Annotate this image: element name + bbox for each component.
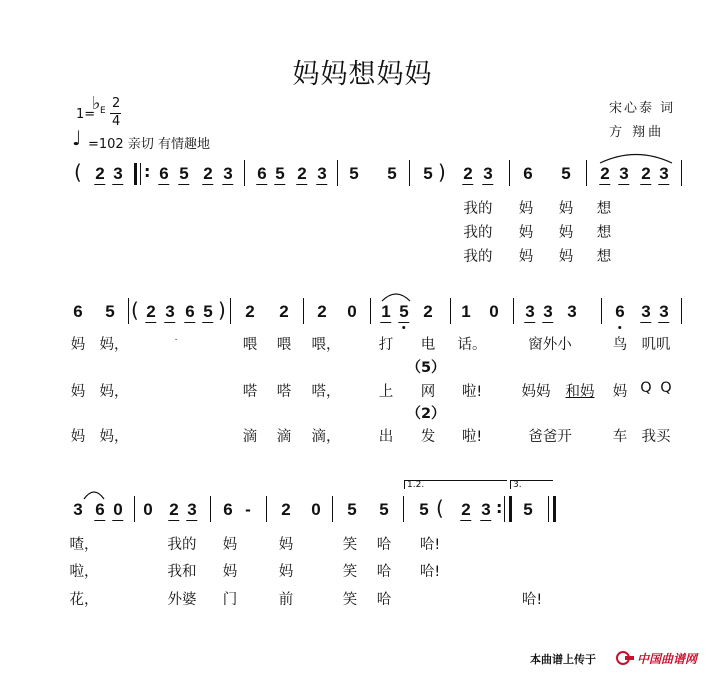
lyric-syllable: 喂: [242, 337, 258, 353]
lyric-syllable: Q: [640, 380, 652, 396]
note: 5: [419, 500, 429, 519]
note: 0: [143, 500, 153, 519]
barline: [370, 298, 371, 324]
note: 3: [481, 500, 491, 519]
lyric-syllable: 妈: [278, 564, 294, 580]
note: 1: [461, 302, 471, 321]
lyric-syllable: Q: [660, 380, 672, 396]
lyric-syllable: 妈，: [99, 337, 129, 353]
slur-mark: [598, 150, 674, 164]
lyric-syllable: 滴: [276, 429, 292, 445]
lyric-syllable: 妈: [518, 249, 534, 265]
lyric-syllable: 滴，: [311, 429, 341, 445]
barline: [513, 298, 514, 324]
slur-mark: [380, 290, 412, 302]
lyric-syllable: 上: [378, 384, 394, 400]
lyric-syllable: 哈!: [521, 592, 543, 608]
repeat-end-thin: [504, 496, 505, 522]
site-logo-icon: [616, 650, 634, 664]
note: 2: [317, 302, 327, 321]
final-barline-thin: [548, 496, 549, 522]
lyric-syllable: 我的: [463, 225, 493, 241]
lyric-syllable: 想: [596, 201, 612, 217]
lyric-syllable: 哈!: [419, 564, 441, 580]
note: 2: [461, 500, 471, 519]
lyric-syllable: 妈: [558, 225, 574, 241]
note: 5: [423, 164, 433, 183]
lyric-syllable: 和妈: [565, 384, 595, 400]
numbered-note-mark: （5）: [406, 360, 446, 376]
tempo-marking: =102 亲切 有情趣地: [88, 137, 210, 152]
note: -: [245, 500, 251, 519]
lyricist-credit: 宋心泰 词: [609, 101, 676, 116]
lyric-syllable: 嗒，: [311, 384, 341, 400]
lyric-syllable: 啦!: [461, 429, 483, 445]
lyric-syllable: 妈: [222, 537, 238, 553]
barline: [509, 160, 510, 186]
note: 0: [489, 302, 499, 321]
final-barline-thick: [553, 496, 556, 522]
lyric-syllable: 出: [378, 429, 394, 445]
repeat-start-thick: [134, 163, 137, 185]
lyric-syllable: 妈，: [99, 384, 129, 400]
paren-open: (: [131, 298, 139, 322]
note: 6: [73, 302, 83, 321]
slur-mark: [82, 488, 106, 500]
lyric-syllable: 网: [420, 384, 436, 400]
note: 5: [105, 302, 115, 321]
barline: [332, 496, 333, 522]
repeat-dots: :: [144, 162, 151, 181]
note: 2: [423, 302, 433, 321]
note: 3: [659, 302, 669, 321]
note: 6: [615, 302, 625, 321]
lyric-syllable: 鸟: [612, 337, 628, 353]
lyric-syllable: 喂: [276, 337, 292, 353]
note: 0: [311, 500, 321, 519]
note: 6: [159, 164, 169, 183]
lyric-syllable: 笑: [342, 537, 358, 553]
time-signature-top: 2: [112, 96, 121, 111]
volta-label: 1.2.: [407, 480, 425, 490]
note: 3: [165, 302, 175, 321]
volta-bracket-2: [510, 480, 553, 489]
lyric-syllable: 喂，: [311, 337, 341, 353]
note: 0: [113, 500, 123, 519]
key-prefix: 1=: [76, 107, 96, 122]
lyric-syllable: 妈，: [99, 429, 129, 445]
barline: [230, 298, 231, 324]
paren-close: ): [438, 160, 446, 184]
note: 3: [113, 164, 123, 183]
note: 5: [379, 500, 389, 519]
lyric-syllable: 笑: [342, 564, 358, 580]
note: 5: [349, 164, 359, 183]
quarter-note-icon: ♩: [72, 126, 82, 150]
paren-close: ): [218, 298, 226, 322]
barline: [681, 160, 682, 186]
lyric-syllable: 我的: [167, 537, 197, 553]
barline: [303, 298, 304, 324]
note: 2: [463, 164, 473, 183]
lyric-syllable: 妈: [612, 384, 628, 400]
barline: [681, 298, 682, 324]
note: 2: [281, 500, 291, 519]
note: 3: [223, 164, 233, 183]
lyric-syllable: 我买: [641, 429, 671, 445]
note: 1: [381, 302, 391, 321]
lyric-syllable: 嗒: [242, 384, 258, 400]
barline: [403, 496, 404, 522]
lyric-syllable: 妈: [70, 384, 86, 400]
paren-open: (: [74, 160, 82, 184]
note: 3: [543, 302, 553, 321]
note: 2: [297, 164, 307, 183]
lyric-syllable: 哈!: [419, 537, 441, 553]
lyric-syllable: 笑: [342, 592, 358, 608]
barline: [128, 298, 129, 324]
lyric-syllable: 话。: [457, 337, 487, 353]
lyric-syllable: 窗外小: [528, 337, 572, 353]
lyric-syllable: 妈: [558, 201, 574, 217]
barline: [450, 298, 451, 324]
upload-note: 本曲谱上传于: [530, 653, 596, 666]
lyric-syllable: 前: [278, 592, 294, 608]
note: 6: [223, 500, 233, 519]
note: 3: [525, 302, 535, 321]
note: 3: [619, 164, 629, 183]
lyric-syllable: 妈: [518, 201, 534, 217]
lyric-syllable: 爸爸开: [528, 429, 572, 445]
note: 5: [399, 302, 409, 321]
lyric-syllable: 妈: [70, 429, 86, 445]
note: 5: [275, 164, 285, 183]
key-flat: ♭: [92, 93, 101, 114]
volta-label: 3.: [513, 480, 522, 490]
note: 2: [146, 302, 156, 321]
note: 6: [523, 164, 533, 183]
note: 5: [523, 500, 533, 519]
repeat-start-thin: [140, 163, 141, 185]
lyric-syllable: .: [174, 333, 178, 343]
numbered-note-mark: （2）: [406, 406, 446, 422]
note: 3: [659, 164, 669, 183]
note: 6: [95, 500, 105, 519]
lyric-syllable: 喳，: [69, 537, 99, 553]
lyric-syllable: 我的: [463, 249, 493, 265]
note: 6: [185, 302, 195, 321]
lyric-syllable: 外婆: [167, 592, 197, 608]
repeat-end-thick: [509, 496, 512, 522]
barline: [134, 496, 135, 522]
barline: [244, 160, 245, 186]
note: 2: [203, 164, 213, 183]
lyric-syllable: 我和: [167, 564, 197, 580]
lyric-syllable: 花，: [69, 592, 99, 608]
barline: [266, 496, 267, 522]
lyric-syllable: 叽叽: [641, 337, 671, 353]
note: 5: [347, 500, 357, 519]
lyric-syllable: 想: [596, 225, 612, 241]
note: 2: [641, 164, 651, 183]
lyric-syllable: 妈: [518, 225, 534, 241]
note: 5: [561, 164, 571, 183]
lyric-syllable: 门: [222, 592, 238, 608]
lyric-syllable: 哈: [376, 564, 392, 580]
lyric-syllable: 嗒: [276, 384, 292, 400]
site-name[interactable]: 中国曲谱网: [637, 652, 698, 666]
note: 3: [317, 164, 327, 183]
barline: [409, 160, 410, 186]
note: 2: [245, 302, 255, 321]
lyric-syllable: 想: [596, 249, 612, 265]
barline: [210, 496, 211, 522]
page-title: 妈妈想妈妈: [292, 59, 433, 90]
note: 3: [641, 302, 651, 321]
note: 3: [567, 302, 577, 321]
note: 2: [169, 500, 179, 519]
note: 5: [387, 164, 397, 183]
lyric-syllable: 妈: [70, 337, 86, 353]
key-letter: E: [100, 106, 106, 116]
paren-open: (: [436, 496, 444, 520]
note: 3: [483, 164, 493, 183]
barline: [586, 160, 587, 186]
lyric-syllable: 电: [420, 337, 436, 353]
note: 3: [187, 500, 197, 519]
barline: [601, 298, 602, 324]
lyric-syllable: 妈: [222, 564, 238, 580]
lyric-syllable: 发: [420, 429, 436, 445]
composer-credit: 方 翔曲: [609, 125, 665, 140]
lyric-syllable: 妈: [278, 537, 294, 553]
note: 2: [279, 302, 289, 321]
time-signature-bottom: 4: [112, 114, 121, 129]
lyric-syllable: 打: [378, 337, 394, 353]
lyric-syllable: 我的: [463, 201, 493, 217]
lyric-syllable: 哈: [376, 537, 392, 553]
note: 2: [95, 164, 105, 183]
lyric-syllable: 哈: [376, 592, 392, 608]
note: 3: [73, 500, 83, 519]
lyric-syllable: 滴: [242, 429, 258, 445]
repeat-dots: :: [496, 498, 503, 517]
note: 0: [347, 302, 357, 321]
barline: [337, 160, 338, 186]
lyric-syllable: 妈: [558, 249, 574, 265]
lyric-syllable: 啦，: [69, 564, 99, 580]
note: 2: [600, 164, 610, 183]
lyric-syllable: 车: [612, 429, 628, 445]
note: 5: [203, 302, 213, 321]
lyric-syllable: 妈妈: [521, 384, 551, 400]
lyric-syllable: 啦!: [461, 384, 483, 400]
note: 6: [257, 164, 267, 183]
note: 5: [179, 164, 189, 183]
volta-bracket-1: [404, 480, 507, 489]
